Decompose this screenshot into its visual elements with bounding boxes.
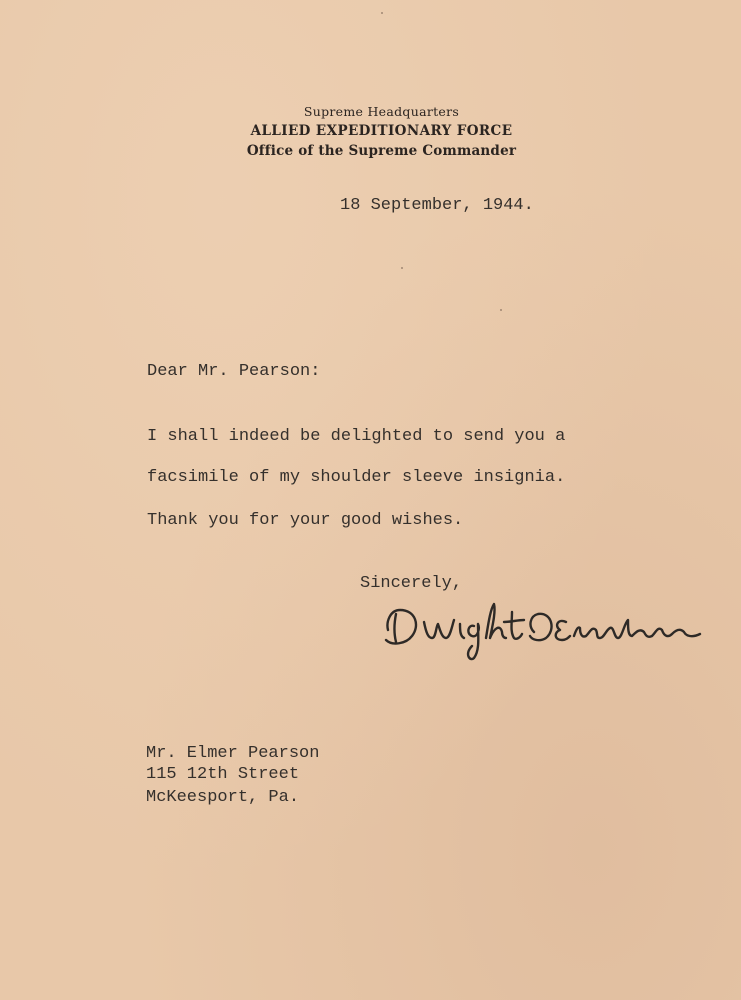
paper-speck (500, 309, 502, 311)
salutation: Dear Mr. Pearson: (147, 362, 321, 381)
body-line-2: facsimile of my shoulder sleeve insignia. (147, 468, 566, 487)
handwritten-signature (378, 592, 718, 662)
body-line-1: I shall indeed be delighted to send you a (147, 427, 566, 446)
paper-speck (381, 12, 383, 14)
body-line-3: Thank you for your good wishes. (147, 511, 464, 530)
closing: Sincerely, (360, 574, 463, 593)
paper-speck (401, 267, 403, 269)
letterhead-line-2: ALLIED EXPEDITIONARY FORCE (250, 123, 513, 139)
letterhead-line-3: Office of the Supreme Commander (246, 143, 517, 159)
recipient-street: 115 12th Street (146, 765, 300, 784)
letter-date: 18 September, 1944. (340, 196, 534, 215)
recipient-name: Mr. Elmer Pearson (146, 744, 320, 763)
letterhead-line-1: Supreme Headquarters (303, 104, 460, 119)
recipient-city: McKeesport, Pa. (146, 788, 300, 807)
